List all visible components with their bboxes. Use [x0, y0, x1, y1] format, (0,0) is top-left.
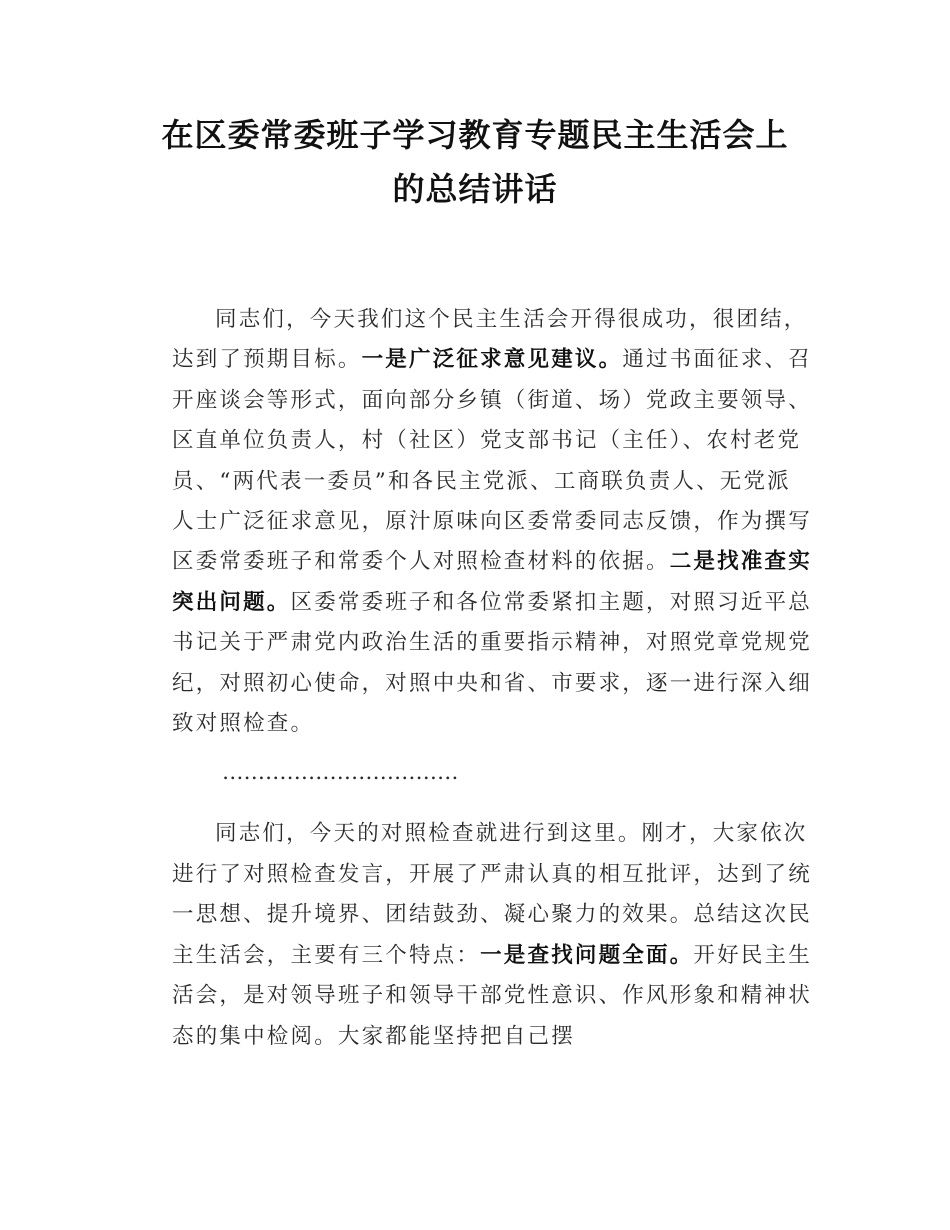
- paragraph-1-text-3: 区委常委班子和各位常委紧扣主题，对照习近平总书记关于严肃党内政治生活的重要指示精神，对照党章党规党纪，对照初心使命，对照中央和省、市要求，逐一进行深入细致对照检查。: [172, 589, 812, 737]
- title-line-1: 在区委常委班子学习教育专题民主生活会上: [161, 116, 789, 154]
- ellipsis-separator: ……………………………: [222, 760, 459, 786]
- paragraph-1-bold-1: 一是广泛征求意见建议。: [361, 347, 623, 373]
- document-title: [120, 108, 830, 216]
- paragraph-2: [172, 814, 812, 1056]
- paragraph-2-text-1: 同志们，今天的对照检查就进行到这里。刚才，大家依次进行了对照检查发言，开展了严肃认真的相互批评，达到了统一思想、提升境界、团结鼓劲、凝心聚力的效果。总结这次民主生活会，主要有三个特点：: [172, 821, 812, 968]
- paragraph-1-bold-2: 二是找准查实突出问题。: [172, 549, 812, 615]
- paragraph-1-text-2: 通过书面征求、召开座谈会等形式，面向部分乡镇（街道、场）党政主要领导、区直单位负责人，村（社区）党支部书记（主任）、农村老党员、“两代表一委员”和各民主党派、工商联负责人、无党派人士广泛征求意见，原汁原味向区委常委同志反馈，作为撰写区委常委班子和常委个人对照检查材料的依据。: [172, 347, 812, 575]
- paragraph-2-bold-1: 一是查找问题全面。: [480, 942, 694, 968]
- paragraph-2-text-2: 开好民主生活会，是对领导班子和领导干部党性意识、作风形象和精神状态的集中检阅。大家都能坚持把自己摆: [172, 942, 812, 1049]
- title-line-2: 的总结讲话: [392, 170, 558, 208]
- paragraph-1: [172, 300, 812, 744]
- document-body: [172, 300, 812, 1057]
- paragraph-1-text-1: 同志们，今天我们这个民主生活会开得很成功，很团结，达到了预期目标。: [172, 307, 808, 373]
